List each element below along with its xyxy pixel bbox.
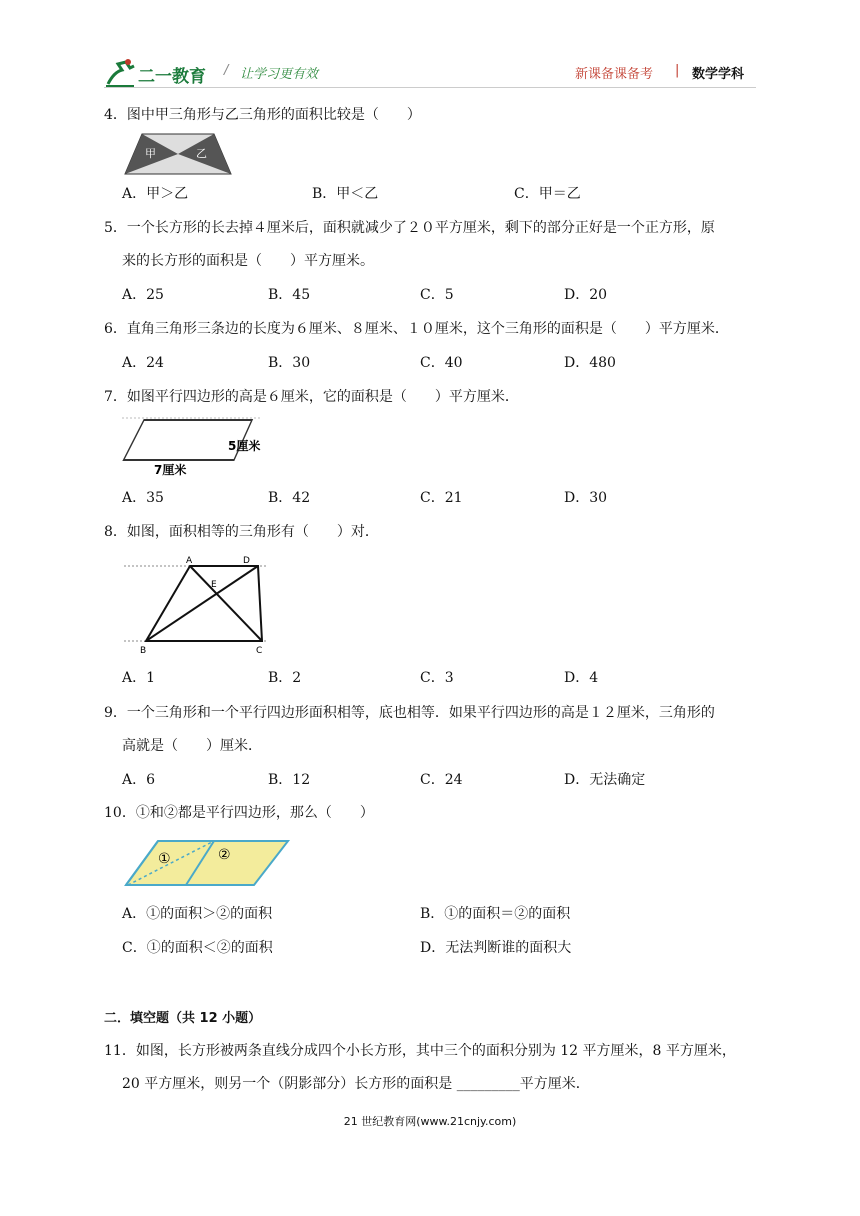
figure-label-yi: 乙 — [196, 147, 207, 160]
logo-text: 二一教育 — [138, 67, 206, 87]
option-d[interactable]: D．无法判断谁的面积大 — [420, 940, 572, 956]
option-d[interactable]: D．无法确定 — [564, 772, 646, 788]
option-d[interactable]: D．20 — [564, 287, 608, 303]
option-c[interactable]: C．40 — [420, 355, 463, 371]
option-b[interactable]: B．甲＜乙 — [312, 186, 379, 202]
option-b[interactable]: B．12 — [268, 772, 311, 788]
question-stem: 4．图中甲三角形与乙三角形的面积比较是（ ） — [104, 107, 421, 123]
vertex-a: A — [186, 556, 193, 566]
two-parallelograms-figure — [124, 837, 292, 889]
option-a[interactable]: A．1 — [122, 670, 156, 686]
bowtie-triangles-figure — [124, 133, 232, 175]
question-stem: 10．①和②都是平行四边形，那么（ ） — [104, 805, 374, 821]
option-a[interactable]: A．35 — [122, 490, 164, 506]
question-11-line-1: 11．如图，长方形被两条直线分成四个小长方形，其中三个的面积分别为 12 平方厘米，8 平方厘米， — [104, 1043, 736, 1059]
header-subject: 数学学科 — [692, 67, 745, 82]
option-c[interactable]: C．24 — [420, 772, 463, 788]
base-label: 7厘米 — [154, 463, 187, 477]
option-a[interactable]: A．①的面积＞②的面积 — [122, 906, 273, 922]
region-1-label: ① — [158, 851, 171, 867]
option-c[interactable]: C．①的面积＜②的面积 — [122, 940, 273, 956]
question-stem-line-2: 高就是（ ）厘米． — [122, 738, 262, 754]
question-stem-line-2: 来的长方形的面积是（ ）平方厘米。 — [122, 253, 374, 269]
question-stem: 6．直角三角形三条边的长度为６厘米、８厘米、１０厘米，这个三角形的面积是（ ）平方厘米． — [104, 321, 729, 337]
option-a[interactable]: A．24 — [122, 355, 164, 371]
trapezoid-figure — [124, 553, 270, 655]
option-a[interactable]: A．25 — [122, 287, 164, 303]
vertex-c: C — [256, 646, 263, 655]
vertex-d: D — [243, 556, 250, 566]
option-a[interactable]: A．6 — [122, 772, 156, 788]
option-b[interactable]: B．42 — [268, 490, 311, 506]
option-c[interactable]: C．甲＝乙 — [514, 186, 581, 202]
figure-label-jia: 甲 — [145, 147, 156, 160]
slogan: 让学习更有效 — [240, 67, 319, 82]
option-b[interactable]: B．30 — [268, 355, 311, 371]
vertex-b: B — [140, 646, 147, 655]
option-b[interactable]: B．45 — [268, 287, 311, 303]
vertex-e: E — [211, 580, 217, 590]
option-d[interactable]: D．30 — [564, 490, 608, 506]
runner-logo-icon — [104, 58, 136, 88]
question-stem: 7．如图平行四边形的高是６厘米，它的面积是（ ）平方厘米． — [104, 389, 519, 405]
option-c[interactable]: C．3 — [420, 670, 454, 686]
question-stem-line-1: 5．一个长方形的长去掉４厘米后，面积就减少了２０平方厘米，剩下的部分正好是一个正方形，原 — [104, 220, 715, 236]
question-stem: 8．如图，面积相等的三角形有（ ）对． — [104, 524, 379, 540]
option-b[interactable]: B．2 — [268, 670, 302, 686]
option-b[interactable]: B．①的面积＝②的面积 — [420, 906, 571, 922]
header-right-separator: | — [675, 63, 680, 78]
option-d[interactable]: D．4 — [564, 670, 599, 686]
slogan-separator: / — [224, 63, 229, 78]
option-c[interactable]: C．21 — [420, 490, 463, 506]
region-2-label: ② — [218, 847, 231, 863]
header-right-label: 新课备课备考 — [575, 67, 654, 82]
option-c[interactable]: C．5 — [420, 287, 454, 303]
section-title: 二．填空题（共 12 小题） — [104, 1011, 262, 1026]
option-a[interactable]: A．甲＞乙 — [122, 186, 189, 202]
question-stem-line-1: 9．一个三角形和一个平行四边形面积相等，底也相等．如果平行四边形的高是１２厘米，三角形的 — [104, 705, 715, 721]
side-label: 5厘米 — [228, 439, 261, 453]
header-divider — [104, 87, 756, 88]
option-d[interactable]: D．480 — [564, 355, 616, 371]
parallelogram-figure — [120, 416, 268, 478]
page-footer: 21 世纪教育网(www.21cnjy.com) — [343, 1115, 517, 1128]
question-11-line-2: 20 平方厘米，则另一个（阴影部分）长方形的面积是 _________平方厘米． — [122, 1076, 590, 1092]
